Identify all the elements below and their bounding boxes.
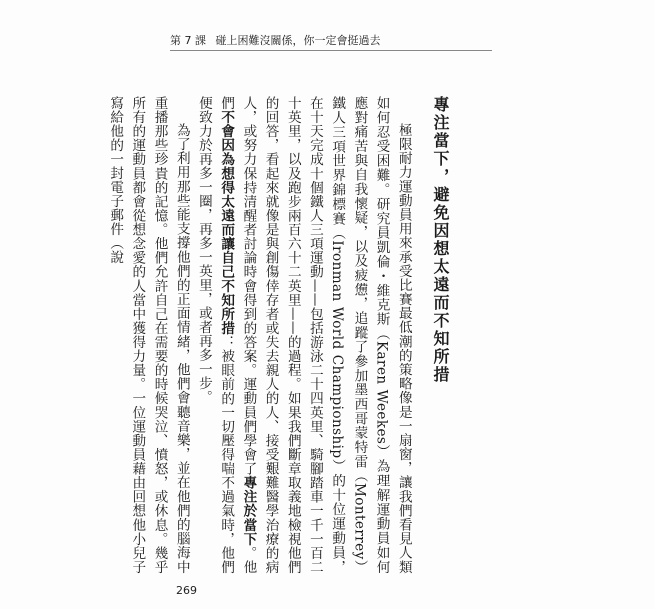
- page-number: 269: [176, 584, 197, 597]
- text-run: 極限耐力運動員用來承受比賽最低潮的策略像是一扇窗，讓我們看見人類如何忍受困難。研究員凱倫・維克斯（Karen Weekes）為理解運動員如何應對痛苦與自我懷疑，以及疲憊，追蹤了參加墨西哥蒙特雷（Monterrey）鐵人三項世界錦標賽（Ironman World Championship）的十位運動員，在十天完成十個鐵人三項運動——包括游泳二十四英里、騎腳踏車一千一百二十英里，以及跑步兩百六十二英里——的過程。如果我們斷章取義地檢視他們的回答，看起來就像是與創傷倖存者或失去親人的人、接受艱難醫學治療的病人，或努力保持清醒者討論時會得到的答案。運動員們學會了: [240, 96, 412, 574]
- vertical-text-body: [107, 96, 451, 575]
- running-header: [170, 32, 387, 48]
- header-rule: [170, 50, 492, 51]
- paragraph: [193, 96, 415, 574]
- paragraph: [104, 96, 193, 574]
- emphasis-text: 專注於當下: [240, 475, 257, 546]
- emphasis-text: 不會因為想得太遠而讓自己不知所措: [218, 110, 235, 336]
- text-run: 。他們: [218, 96, 257, 575]
- chapter-title: 碰上困難沒關係，你一定會挺過去: [215, 34, 381, 47]
- text-run: 為了利用那些能支撐他們的正面情緒，他們會聽音樂，並在他們的腦海中重播那些珍貴的記憶。他們允許自己在需要的時候哭泣、憤怒，或休息。幾乎所有的運動員都會從想念愛的人當中獲得力量。一位運動員藉由回想他小兒子寫給他的一封電子郵件（說: [107, 96, 190, 574]
- lesson-number: 第 7 課: [170, 34, 206, 47]
- text-run: ：被眼前的一切壓得喘不過氣時，他們便致力於再多一圈，再多一英里，或者再多一步。: [195, 96, 235, 575]
- section-heading: 專注當下，避免因想太遠而不知所措: [431, 96, 450, 384]
